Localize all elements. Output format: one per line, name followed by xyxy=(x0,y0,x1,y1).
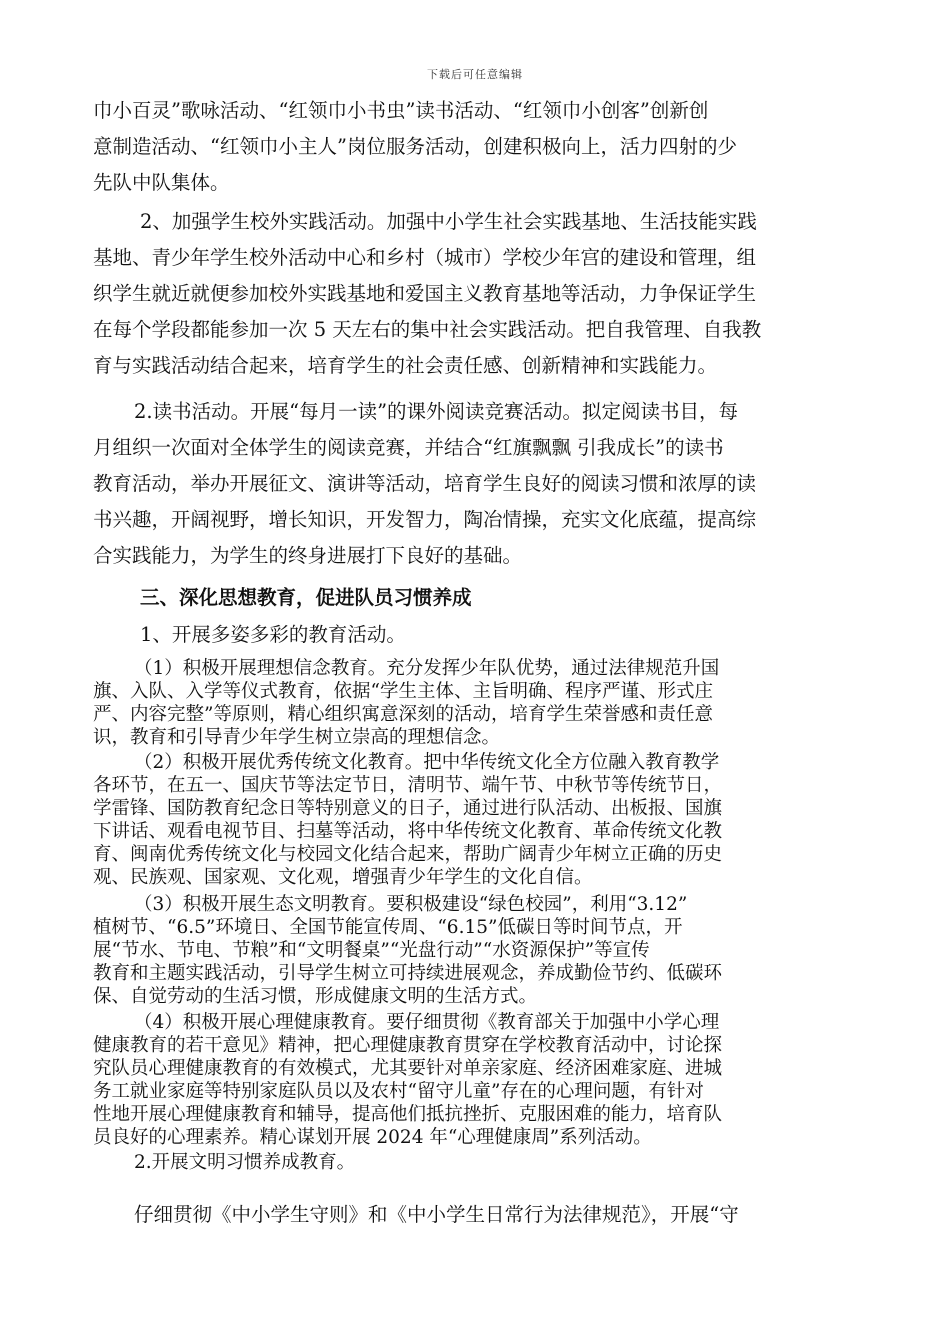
paragraph xyxy=(0,204,950,377)
text-line: 教育活动，举办开展征文、演讲等活动，培育学生良好的阅读习惯和浓厚的读 xyxy=(93,472,757,495)
text-line: 意制造活动、“红领巾小主人”岗位服务活动，创建积极向上，活力四射的少 xyxy=(93,135,737,158)
text-line: 基地、青少年学生校外活动中心和乡村（城市）学校少年宫的建设和管理，组 xyxy=(93,246,757,269)
paragraph xyxy=(0,394,950,567)
text-line: 展“节水、节电、节粮”和“文明餐桌”“光盘行动”“水资源保护”等宣传 xyxy=(93,940,650,961)
text-line: 合实践能力，为学生的终身进展打下良好的基础。 xyxy=(93,544,523,567)
text-line: 织学生就近就便参加校外实践基地和爱国主义教育基地等活动，力争保证学生 xyxy=(93,282,757,305)
text-line: 保、自觉劳动的生活习惯，形成健康文明的生活方式。 xyxy=(93,986,538,1007)
text-line: 教育和主题实践活动，引导学生树立可持续进展观念，养成勤俭节约、低碳环 xyxy=(93,963,723,984)
text-line: 2.读书活动。开展“每月一读”的课外阅读竞赛活动。拟定阅读书目，每 xyxy=(134,400,739,423)
heading-text: 三、深化思想教育，促进队员习惯养成 xyxy=(140,586,472,609)
text-line: 旗、入队、入学等仪式教育，依据“学生主体、主旨明确、程序严谨、形式庄 xyxy=(93,681,713,702)
text-line: （4）积极开展心理健康教育。要仔细贯彻《教育部关于加强中小学心理 xyxy=(134,1012,720,1033)
text-line: 书兴趣，开阔视野，增长知识，开发智力，陶冶情操，充实文化底蕴，提高综 xyxy=(93,508,757,531)
text-line: 育与实践活动结合起来，培育学生的社会责任感、创新精神和实践能力。 xyxy=(93,354,718,377)
text-line: 严、内容完整”等原则，精心组织寓意深刻的活动，培育学生荣誉感和责任意 xyxy=(93,704,713,725)
paragraph xyxy=(0,93,950,208)
page-header: 下载后可任意编辑 xyxy=(427,68,523,81)
text-line: 识，教育和引导青少年学生树立崇高的理想信念。 xyxy=(93,727,501,748)
text-line: 下讲话、观看电视节目、扫墓等活动，将中华传统文化教育、革命传统文化教 xyxy=(93,821,723,842)
text-line: 2、加强学生校外实践活动。加强中小学生社会实践基地、生活技能实践 xyxy=(140,210,757,233)
text-line: （2）积极开展优秀传统文化教育。把中华传统文化全方位融入教育教学 xyxy=(134,752,720,773)
text-line: 务工就业家庭等特别家庭队员以及农村“留守儿童”存在的心理问题，有针对 xyxy=(93,1081,704,1102)
text-line: 巾小百灵”歌咏活动、“红领巾小书虫”读书活动、“红领巾小创客”创新创 xyxy=(93,99,709,122)
text-line: 观、民族观、国家观、文化观，增强青少年学生的文化自信。 xyxy=(93,867,593,888)
text-line: 植树节、“6.5”环境日、全国节能宣传周、“6.15”低碳日等时间节点，开 xyxy=(93,917,683,938)
text-line: 育、闽南优秀传统文化与校园文化结合起来，帮助广阔青少年树立正确的历史 xyxy=(93,844,723,865)
text-line: 员良好的心理素养。精心谋划开展 2024 年“心理健康周”系列活动。 xyxy=(93,1127,652,1148)
paragraph xyxy=(0,1197,950,1266)
text-line: 性地开展心理健康教育和辅导，提高他们抵抗挫折、克服困难的能力，培育队 xyxy=(93,1104,723,1125)
text-line: 学雷锋、国防教育纪念日等特别意义的日子，通过进行队活动、出板报、国旗 xyxy=(93,798,723,819)
text-line: 月组织一次面对全体学生的阅读竞赛，并结合“红旗飘飘 引我成长”的读书 xyxy=(93,436,724,459)
text-line: 在每个学段都能参加一次 5 天左右的集中社会实践活动。把自我管理、自我教 xyxy=(93,318,762,341)
text-line: 仔细贯彻《中小学生守则》和《中小学生日常行为法律规范》，开展“守 xyxy=(134,1203,739,1226)
text-line: 2.开展文明习惯养成教育。 xyxy=(134,1152,356,1173)
text-line: 健康教育的若干意见》精神，把心理健康教育贯穿在学校教育活动中，讨论探 xyxy=(93,1035,723,1056)
text-line: （1）积极开展理想信念教育。充分发挥少年队优势，通过法律规范升国 xyxy=(134,658,720,679)
text-line: （3）积极开展生态文明教育。要积极建设“绿色校园”，利用“3.12” xyxy=(134,894,688,915)
text-line: 先队中队集体。 xyxy=(93,171,230,194)
text-line: 究队员心理健康教育的有效模式，尤其要针对单亲家庭、经济困难家庭、进城 xyxy=(93,1058,723,1079)
text-line: 1、开展多姿多彩的教育活动。 xyxy=(140,623,406,646)
text-line: 各环节，在五一、国庆节等法定节日，清明节、端午节、中秋节等传统节日， xyxy=(93,775,723,796)
